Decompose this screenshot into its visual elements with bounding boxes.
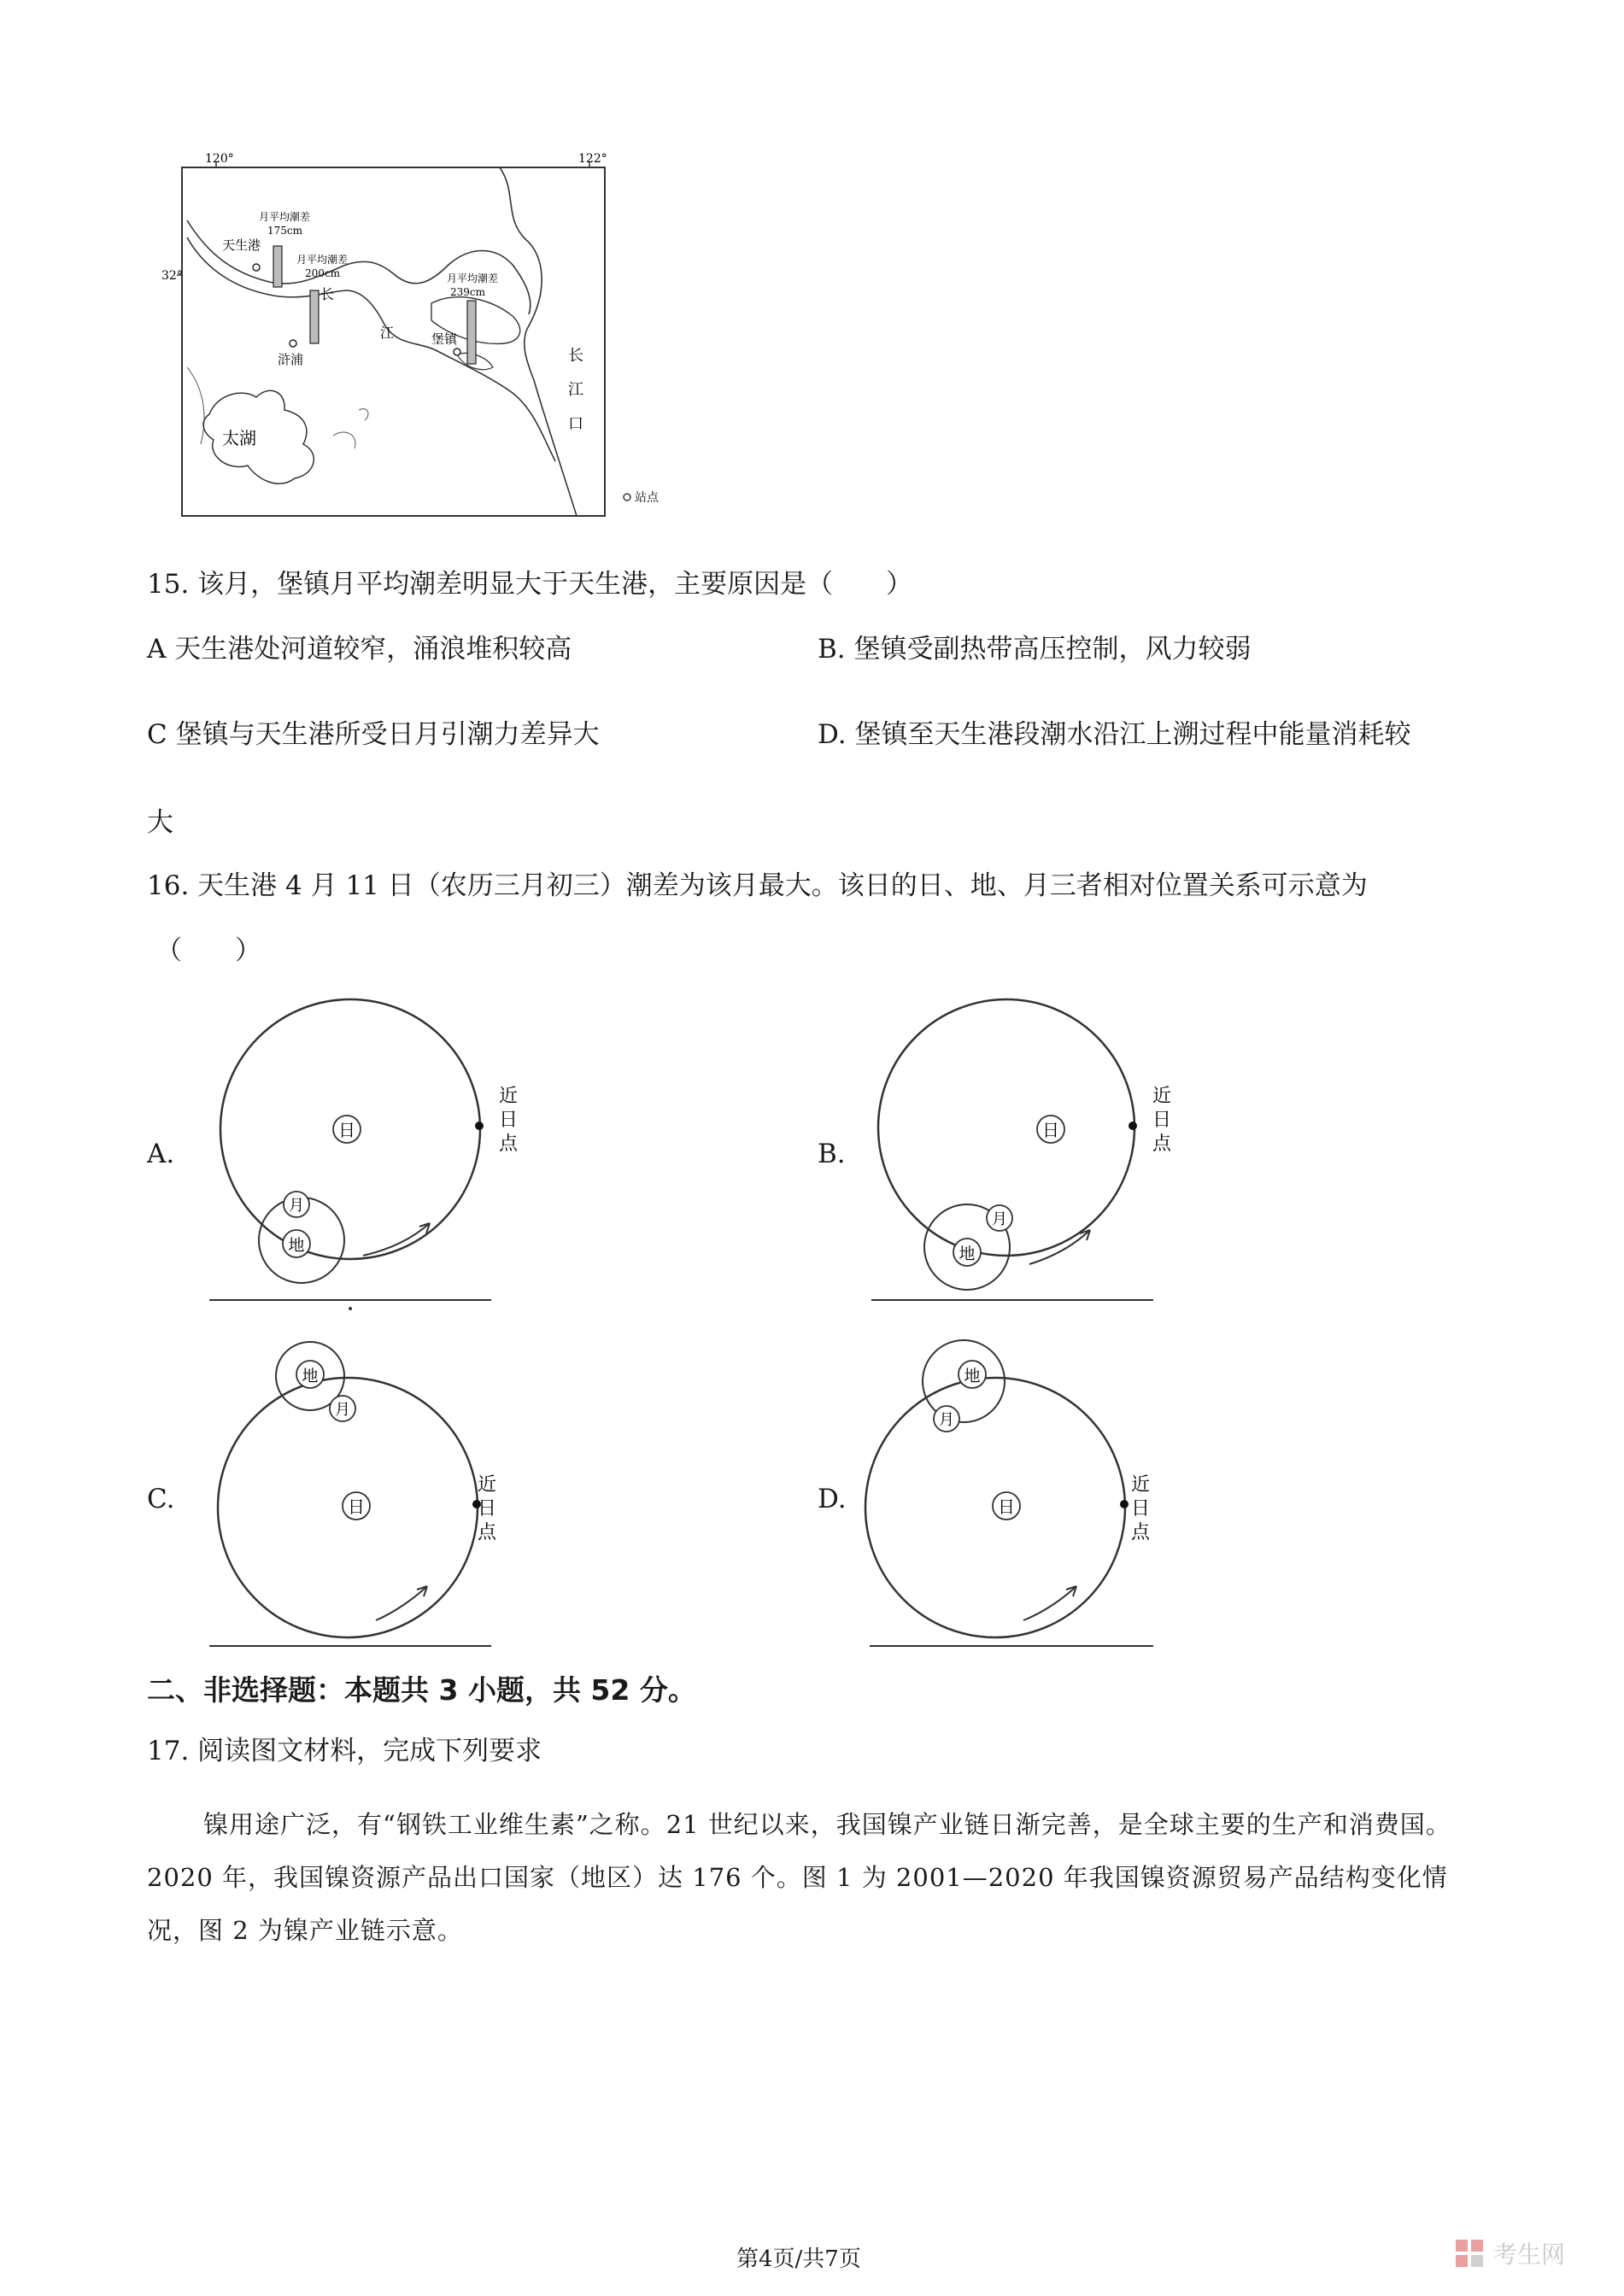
yangtze-estuary-map (161, 152, 688, 521)
mouth-char-2: 江 (568, 381, 583, 399)
q16-label-c[interactable]: C. (147, 1484, 175, 1514)
direction-arrow (1029, 1230, 1090, 1264)
q16-diagram-c (201, 1337, 542, 1656)
q15-option-a[interactable]: A 天生港处河道较窄，涌浪堆积较高 (147, 634, 572, 665)
perihelion-point (475, 1122, 484, 1130)
q16-label-b[interactable]: B. (818, 1139, 846, 1169)
perihelion-char-2: 日 (498, 1110, 519, 1131)
earth-label: 地 (964, 1367, 981, 1385)
earth-label: 地 (959, 1245, 976, 1263)
legend-station-symbol (624, 494, 630, 501)
station-baozhen (454, 348, 460, 355)
perihelion-char-1: 近 (1152, 1086, 1172, 1107)
q15-option-d-continued: 大 (147, 807, 173, 838)
map-figure (161, 152, 688, 524)
q16-diagram-a (201, 999, 542, 1319)
bar3-title: 月平均潮差 (447, 272, 499, 284)
bar1-value: 175cm (267, 225, 303, 237)
q16-diagram-b (863, 999, 1205, 1319)
perihelion-char-1: 近 (498, 1086, 519, 1107)
baozhen-label: 堡镇 (431, 331, 458, 347)
tide-bar-tianshenggang (273, 246, 282, 287)
watermark-icon (1452, 2236, 1486, 2270)
sun-label: 日 (998, 1496, 1015, 1517)
perihelion-char-2: 日 (477, 1498, 497, 1520)
bar3-value: 239cm (450, 286, 486, 298)
q15-option-c[interactable]: C 堡镇与天生港所受日月引潮力差异大 (147, 719, 600, 750)
moon-label: 月 (939, 1411, 954, 1429)
section-2-heading: 二、非选择题：本题共 3 小题，共 52 分。 (147, 1673, 696, 1707)
sun-label: 日 (338, 1120, 355, 1140)
legend-label: 站点 (635, 491, 659, 505)
q15-stem: 15. 该月，堡镇月平均潮差明显大于天生港，主要原因是（ ） (147, 569, 913, 600)
page-footer: 第4页/共7页 (736, 2246, 861, 2272)
bar2-title: 月平均潮差 (296, 254, 349, 266)
moon-label: 月 (289, 1197, 304, 1215)
sun-label: 日 (348, 1496, 365, 1517)
perihelion-char-3: 点 (498, 1133, 519, 1155)
river-char-2: 江 (380, 325, 395, 341)
perihelion-char-3: 点 (1130, 1522, 1151, 1543)
lon-120-label: 120° (205, 152, 234, 166)
mouth-char-1: 长 (568, 347, 583, 365)
watermark-text: 考生网 (1493, 2240, 1566, 2269)
lat-32-label: 32° (161, 269, 183, 283)
moon-label: 月 (992, 1210, 1007, 1228)
q15-option-b[interactable]: B. 堡镇受副热带高压控制，风力较弱 (818, 634, 1252, 665)
station-tianshenggang (253, 264, 260, 271)
mouth-char-3: 口 (568, 415, 583, 433)
earth-label: 地 (288, 1236, 305, 1255)
map-frame (182, 167, 605, 516)
bar1-title: 月平均潮差 (259, 211, 311, 223)
perihelion-point (1129, 1122, 1137, 1130)
q17-stem: 17. 阅读图文材料，完成下列要求 (147, 1736, 542, 1766)
tide-bar-baozhen (467, 301, 476, 364)
q17-material: 镍用途广泛，有“钢铁工业维生素”之称。21 世纪以来，我国镍产业链日渐完善，是全球主要的生产和消费国。2020 年，我国镍资源产品出口国家（地区）达 176 个。图 1 为 2001—2020 年我国镍资源贸易产品结构变化情况，图 2 为镍产业链示意。 (147, 1810, 1451, 1945)
q16-diagram-d (863, 1337, 1205, 1656)
perihelion-point (1120, 1500, 1129, 1508)
tide-bar-xupu (310, 290, 319, 343)
xupu-label: 浒浦 (278, 352, 304, 367)
q16-label-d[interactable]: D. (818, 1484, 847, 1514)
lon-122-label: 122° (578, 152, 607, 166)
station-xupu (290, 340, 296, 347)
river-north-bank (187, 220, 531, 314)
orbit-circle (865, 1378, 1125, 1637)
watermark-logo (1452, 2236, 1565, 2270)
bar2-value: 200cm (305, 267, 341, 279)
taihu-lake (203, 390, 314, 483)
perihelion-char-1: 近 (1130, 1474, 1151, 1496)
q16-paren: （ ） (155, 935, 261, 966)
perihelion-char-3: 点 (477, 1522, 497, 1543)
earth-label: 地 (302, 1367, 319, 1385)
river-char-1: 长 (320, 286, 335, 302)
q16-stem: 16. 天生港 4 月 11 日（农历三月初三）潮差为该月最大。该日的日、地、月三者相对位置关系可示意为 (147, 870, 1368, 901)
perihelion-char-3: 点 (1152, 1133, 1172, 1155)
tianshenggang-label: 天生港 (222, 237, 261, 253)
q15-option-d[interactable]: D. 堡镇至天生港段潮水沿江上溯过程中能量消耗较 (818, 719, 1411, 750)
taihu-label: 太湖 (222, 428, 256, 448)
moon-label: 月 (335, 1401, 350, 1419)
sun-label: 日 (1042, 1120, 1059, 1140)
perihelion-char-2: 日 (1152, 1110, 1172, 1131)
q16-label-a[interactable]: A. (147, 1139, 175, 1169)
perihelion-char-2: 日 (1130, 1498, 1151, 1520)
perihelion-char-1: 近 (477, 1474, 497, 1496)
